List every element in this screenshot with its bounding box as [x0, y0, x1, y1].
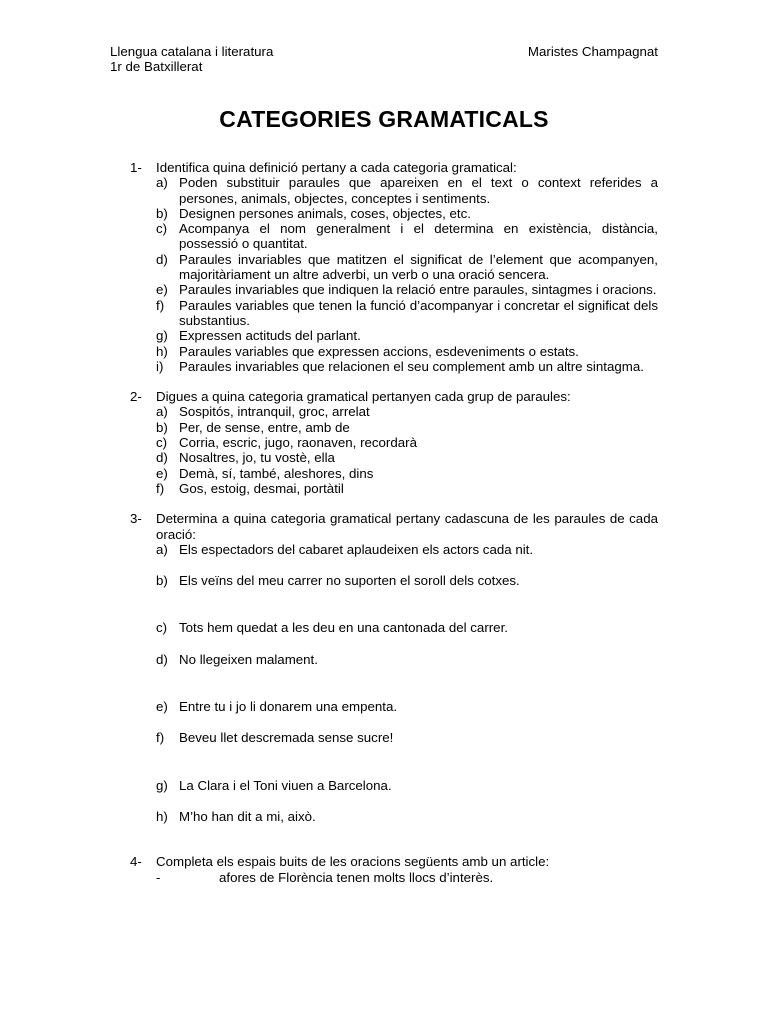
list-item [156, 420, 658, 435]
item-label: a) [156, 175, 168, 191]
item-text: Paraules invariables que relacionen el seu complement amb un altre sintagma. [179, 358, 644, 374]
question-4 [130, 854, 658, 885]
list-item [156, 359, 658, 374]
list-item [156, 481, 658, 496]
list-item [156, 620, 658, 635]
list-item [156, 435, 658, 450]
header-course: 1r de Batxillerat [110, 59, 203, 74]
item-label: - [156, 869, 161, 885]
list-item [156, 298, 658, 329]
question-items [156, 542, 658, 824]
item-text: Paraules variables que expressen accions, esdeveniments o estats. [179, 343, 579, 359]
list-item [156, 175, 658, 206]
item-label: f) [156, 480, 165, 496]
item-label: i) [156, 358, 164, 374]
question-text: Completa els espais buits de les oracions següents amb un article: [156, 854, 550, 870]
page-title: CATEGORIES GRAMATICALS [219, 106, 549, 132]
item-label: d) [156, 251, 168, 267]
item-text: Acompanya el nom generalment i el determina en existència, distància, possessió o quantitat. [179, 221, 658, 252]
list-item [156, 282, 658, 297]
item-label: b) [156, 573, 168, 589]
item-text: Gos, estoig, desmai, portàtil [179, 480, 344, 496]
list-item [156, 252, 658, 283]
list-item [156, 730, 658, 745]
item-text: afores de Florència tenen molts llocs d’interès. [219, 869, 494, 885]
list-item [156, 404, 658, 419]
list-item [156, 466, 658, 481]
list-item [156, 809, 658, 824]
list-item [156, 778, 658, 793]
item-text: Entre tu i jo li donarem una empenta. [179, 699, 398, 715]
item-text: Tots hem quedat a les deu en una cantonada del carrer. [179, 620, 508, 636]
list-item [156, 221, 658, 252]
item-label: c) [156, 620, 168, 636]
item-label: a) [156, 404, 168, 420]
header-school: Maristes Champagnat [527, 44, 658, 59]
item-label: e) [156, 699, 168, 715]
item-label: h) [156, 343, 168, 359]
question-number: 2- [130, 389, 142, 405]
item-text: M’ho han dit a mi, això. [179, 808, 316, 824]
list-item [156, 699, 658, 714]
item-text: Nosaltres, jo, tu vostè, ella [179, 450, 335, 466]
item-label: c) [156, 435, 168, 451]
item-text: No llegeixen malament. [179, 651, 318, 667]
question-text: Determina a quina categoria gramatical pertany cadascuna de les paraules de cada oració: [156, 511, 658, 542]
item-text: Designen persones animals, coses, objectes, etc. [179, 205, 471, 221]
item-label: b) [156, 419, 168, 435]
item-label: f) [156, 730, 165, 746]
item-text: Per, de sense, entre, amb de [179, 419, 350, 435]
item-text: Sospitós, intranquil, groc, arrelat [179, 404, 370, 420]
question-text: Identifica quina definició pertany a cada categoria gramatical: [156, 160, 517, 175]
item-label: d) [156, 651, 168, 667]
question-items [156, 870, 658, 885]
item-text: Poden substituir paraules que apareixen en el text o context referides a persones, animals, objectes, conceptes i sentiments. [179, 175, 658, 206]
item-label: g) [156, 328, 168, 344]
item-text: Beveu llet descremada sense sucre! [179, 730, 394, 746]
list-item [156, 206, 658, 221]
question-2 [130, 389, 658, 496]
item-text: Els espectadors del cabaret aplaudeixen els actors cada nit. [179, 541, 534, 557]
item-label: b) [156, 205, 168, 221]
list-item [156, 573, 658, 588]
header-subject: Llengua catalana i literatura [110, 44, 274, 59]
item-label: e) [156, 465, 168, 481]
item-text: Demà, sí, també, aleshores, dins [179, 465, 374, 481]
item-text: Paraules invariables que matitzen el significat de l’element que acompanyen, majoritàriament un altre adverbi, un verb o una oració sencera. [179, 251, 658, 283]
question-number: 1- [130, 160, 142, 175]
list-item [156, 328, 658, 343]
item-text: Expressen actituds del parlant. [179, 328, 361, 344]
question-number: 3- [130, 511, 142, 527]
list-item [156, 542, 658, 557]
page-header [110, 44, 658, 74]
exercise-body [130, 160, 658, 885]
question-items [156, 175, 658, 374]
item-label: h) [156, 808, 168, 824]
list-item [156, 344, 658, 359]
item-label: f) [156, 297, 165, 313]
item-text: Corria, escric, jugo, raonaven, recordarà [179, 435, 417, 451]
question-items [156, 404, 658, 496]
question-number: 4- [130, 854, 142, 870]
item-text: La Clara i el Toni viuen a Barcelona. [179, 777, 392, 793]
list-item [156, 870, 658, 885]
item-text: Paraules invariables que indiquen la relació entre paraules, sintagmes i oracions. [179, 282, 657, 298]
item-label: a) [156, 541, 168, 557]
item-label: g) [156, 777, 168, 793]
question-3 [130, 511, 658, 824]
item-label: d) [156, 450, 168, 466]
item-label: e) [156, 282, 168, 298]
question-text: Digues a quina categoria gramatical pertanyen cada grup de paraules: [156, 389, 571, 405]
list-item [156, 450, 658, 465]
list-item [156, 652, 658, 667]
question-1 [130, 160, 658, 374]
item-text: Els veïns del meu carrer no suporten el soroll dels cotxes. [179, 573, 520, 589]
item-label: c) [156, 221, 168, 237]
item-text: Paraules variables que tenen la funció d’acompanyar i concretar el significat dels substantius. [179, 297, 658, 328]
